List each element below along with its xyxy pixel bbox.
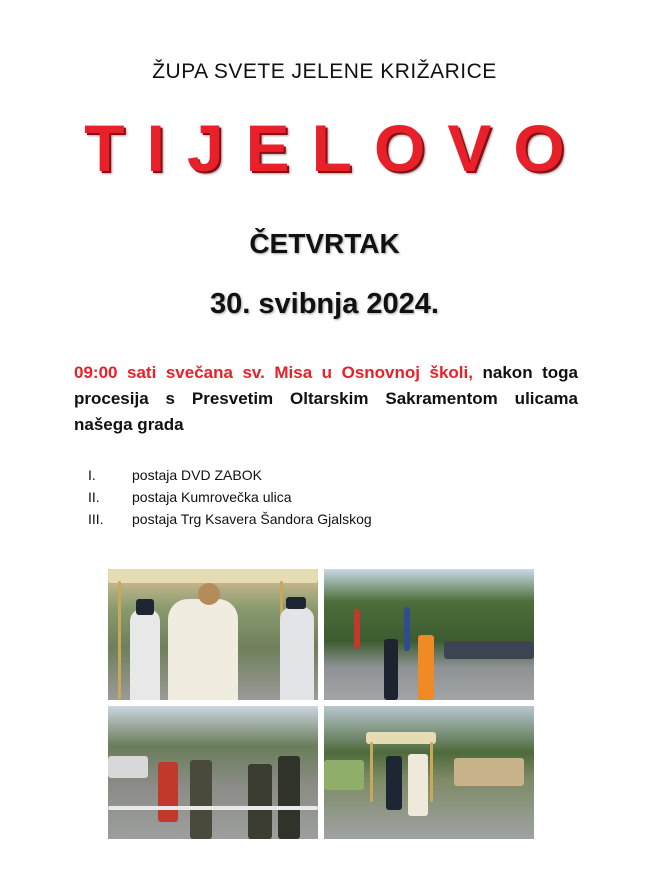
parish-name: ŽUPA SVETE JELENE KRIŽARICE [152,60,497,83]
event-day: ČETVRTAK [249,228,400,259]
event-date: 30. svibnja 2024. [210,288,439,320]
procession-photo-canopy [108,569,318,700]
station-list [88,464,372,530]
procession-photo-canopy-street [324,706,534,839]
station-label: postaja Trg Ksavera Šandora Gjalskog [132,511,372,527]
event-title: TIJELOVO [84,111,587,185]
station-label: postaja Kumrovečka ulica [132,489,292,505]
announcement-text [74,360,578,438]
station-item [88,508,372,530]
station-item [88,464,372,486]
photo-grid [108,569,534,839]
station-number: II. [88,489,100,505]
procession-photo-crowd [108,706,318,839]
station-number: I. [88,467,96,483]
procession-photo-street [324,569,534,700]
mass-time-text: 09:00 sati svečana sv. Misa u Osnovnoj školi, [74,363,473,382]
station-label: postaja DVD ZABOK [132,467,262,483]
procession-text: nakon toga procesija s Presvetim Oltarskim Sakramentom ulicama našega grada [74,363,578,434]
station-item [88,486,372,508]
station-number: III. [88,511,104,527]
